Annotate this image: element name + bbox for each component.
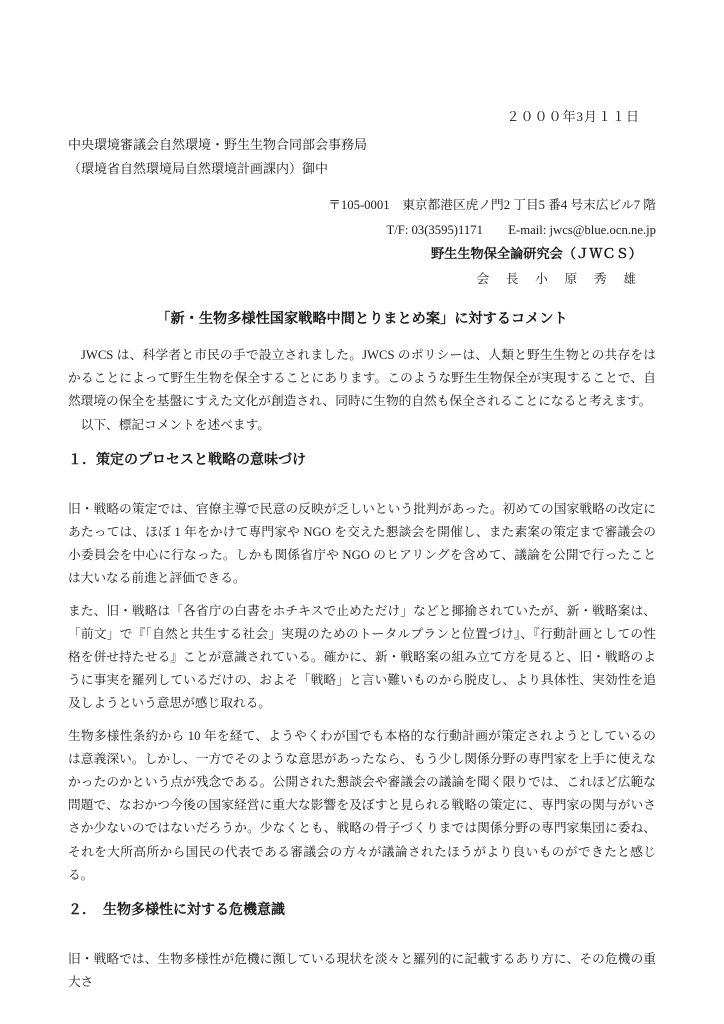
body-paragraph-preface: 以下、標記コメントを述べます。 <box>68 417 270 432</box>
document-title: 「新・生物多様性国家戦略中間とりまとめ案」に対するコメント <box>156 311 568 327</box>
section-heading-2: ２． 生物多様性に対する危機意識 <box>68 903 285 919</box>
body-paragraph-crisis: 旧・戦略では、生物多様性が危機に瀕している現状を淡々と羅列的に記載するあり方に、その危機の重大さ <box>68 952 656 990</box>
section-heading-1: １．策定のプロセスと戦略の意味づけ <box>68 452 306 468</box>
recipient-line-1: 中央環境審議会自然環境・野生生物合同部会事務局 <box>68 137 368 152</box>
date-line: ２０００年3月１１日 <box>506 109 640 124</box>
body-paragraph-process-3: 生物多様性条約から 10 年を経て、ようやくわが国でも本格的な行動計画が策定されようとしているのは意義深い。しかし、一方でそのような意思があったなら、もう少し関係分野の専門家を上手に使えなかったのかという点が残念である。公開された懇談会や審議会の議論を聞く限りでは、これほど広範な問題で、なおかつ今後の国家経営に重大な影響を及ぼすと見られる戦略の策定に、専門家の関与がいささか少ないのではないだろうか。少なくとも、戦略の骨子づくりまでは関係分野の専門家集団に委ね、それを大所高所から国民の代表である審議会の方々が議論されたほうがより良いものができたと感じる。 <box>68 728 656 882</box>
sender-postal-address: 〒105-0001 東京都港区虎ノ門2 丁目5 番4 号末広ビル7 階 <box>328 198 656 212</box>
body-paragraph-intro: JWCS は、科学者と市民の手で設立されました。JWCS のポリシーは、人類と野生生物との共存をはかることによって野生生物を保全することにあります。このような野生生物保全が実現することで、自然環境の保全を基盤にすえた文化が創造され、同時に生物的自然も保全されることになると考えます。 <box>68 348 656 409</box>
sender-president: 会 長 小 原 秀 雄 <box>476 271 638 286</box>
body-paragraph-process-1: 旧・戦略の策定では、官僚主導で民意の反映が乏しいという批判があった。初めての国家戦略の改定にあたっては、ほぼ 1 年をかけて専門家や NGO を交えた懇談会を開催し、また素案の策定まで審議会の小委員会を中心に行なった。しかも関係省庁や NGO のヒアリングを含めて、議論を公開で行ったことは大いなる前進と評価できる。 <box>68 501 656 586</box>
recipient-block <box>68 133 656 181</box>
sender-contact: T/F: 03(3595)1171 E-mail: jwcs@blue.ocn.ne.jp <box>386 222 656 237</box>
sender-organization: 野生生物保全論研究会（ＪＷＣＳ） <box>431 246 642 261</box>
sender-block <box>68 193 656 291</box>
recipient-line-2: （環境省自然環境局自然環境計画課内）御中 <box>68 161 329 176</box>
body-paragraph-process-2: また、旧・戦略は「各省庁の白書をホチキスで止めただけ」などと揶揄されていたが、新・戦略案は、「前文」で『「自然と共生する社会」実現のためのトータルプランと位置づけ』、『行動計画としての性格を併せ持たせる』ことが意識されている。確かに、新・戦略案の組み立て方を見ると、旧・戦略のように事実を羅列しているだけの、およそ「戦略」と言い難いものから脱皮し、より具体性、実効性を追及しようという意思が感じ取れる。 <box>68 603 656 711</box>
